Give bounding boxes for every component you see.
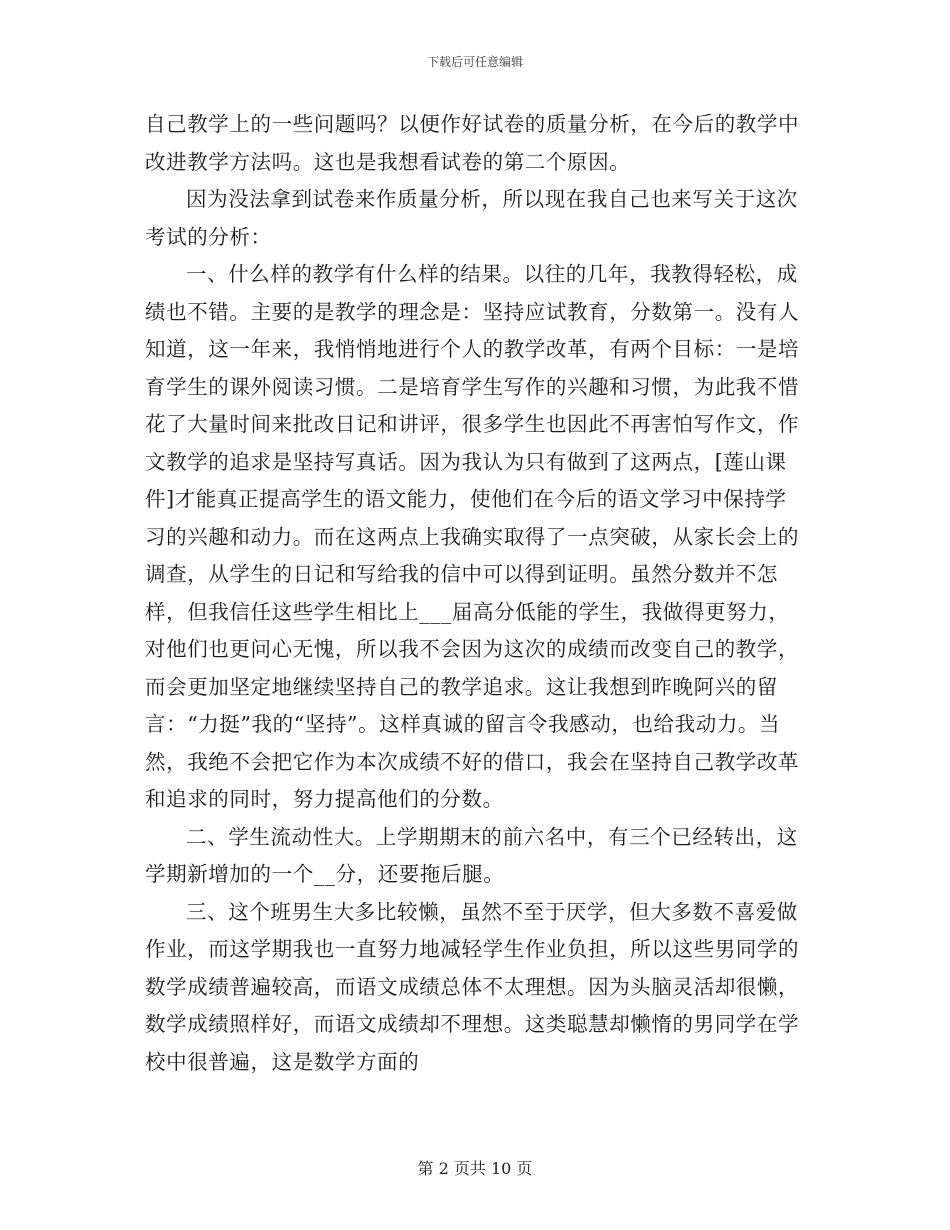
page-number-footer: 第 2 页共 10 页: [417, 1159, 533, 1178]
paragraph-point-one: 一、什么样的教学有什么样的结果。以往的几年，我教得轻松，成绩也不错。主要的是教学的理念是：坚持应试教育，分数第一。没有人知道，这一年来，我悄悄地进行个人的教学改革，有两个目标：一是培育学生的课外阅读习惯。二是培育学生写作的兴趣和习惯，为此我不惜花了大量时间来批改日记和讲评，很多学生也因此不再害怕写作文，作文教学的追求是坚持写真话。因为我认为只有做到了这两点，[莲山课件]才能真正提高学生的语文能力，使他们在今后的语文学习中保持学习的兴趣和动力。而在这两点上我确实取得了一点突破，从家长会上的调查，从学生的日记和写给我的信中可以得到证明。虽然分数并不怎样，但我信任这些学生相比上___届高分低能的学生，我做得更努力，对他们也更问心无愧，所以我不会因为这次的成绩而改变自己的教学，而会更加坚定地继续坚持自己的教学追求。这让我想到昨晚阿兴的留言：“力挺”我的“坚持”。这样真诚的留言令我感动，也给我动力。当然，我绝不会把它作为本次成绩不好的借口，我会在坚持自己教学改革和追求的同时，努力提高他们的分数。: [145, 262, 800, 811]
page-header: 下载后可任意编辑: [426, 55, 523, 69]
paragraph-intro: 因为没法拿到试卷来作质量分析，所以现在我自己也来写关于这次考试的分析：: [145, 187, 798, 249]
paragraph-continued: 自己教学上的一些问题吗？以便作好试卷的质量分析，在今后的教学中改进教学方法吗。这也是我想看试卷的第二个原因。: [145, 112, 800, 174]
paragraph-point-three: 三、这个班男生大多比较懒，虽然不至于厌学，但大多数不喜爱做作业，而这学期我也一直努力地减轻学生作业负担，所以这些男同学的数学成绩普遍较高，而语文成绩总体不太理想。因为头脑灵活却很懒，数学成绩照样好，而语文成绩却不理想。这类聪慧却懒惰的男同学在学校中很普遍，这是数学方面的: [145, 899, 800, 1074]
paragraph-point-two: 二、学生流动性大。上学期期末的前六名中，有三个已经转出，这学期新增加的一个__分，还要拖后腿。: [145, 824, 798, 886]
document-body: [145, 106, 805, 1081]
